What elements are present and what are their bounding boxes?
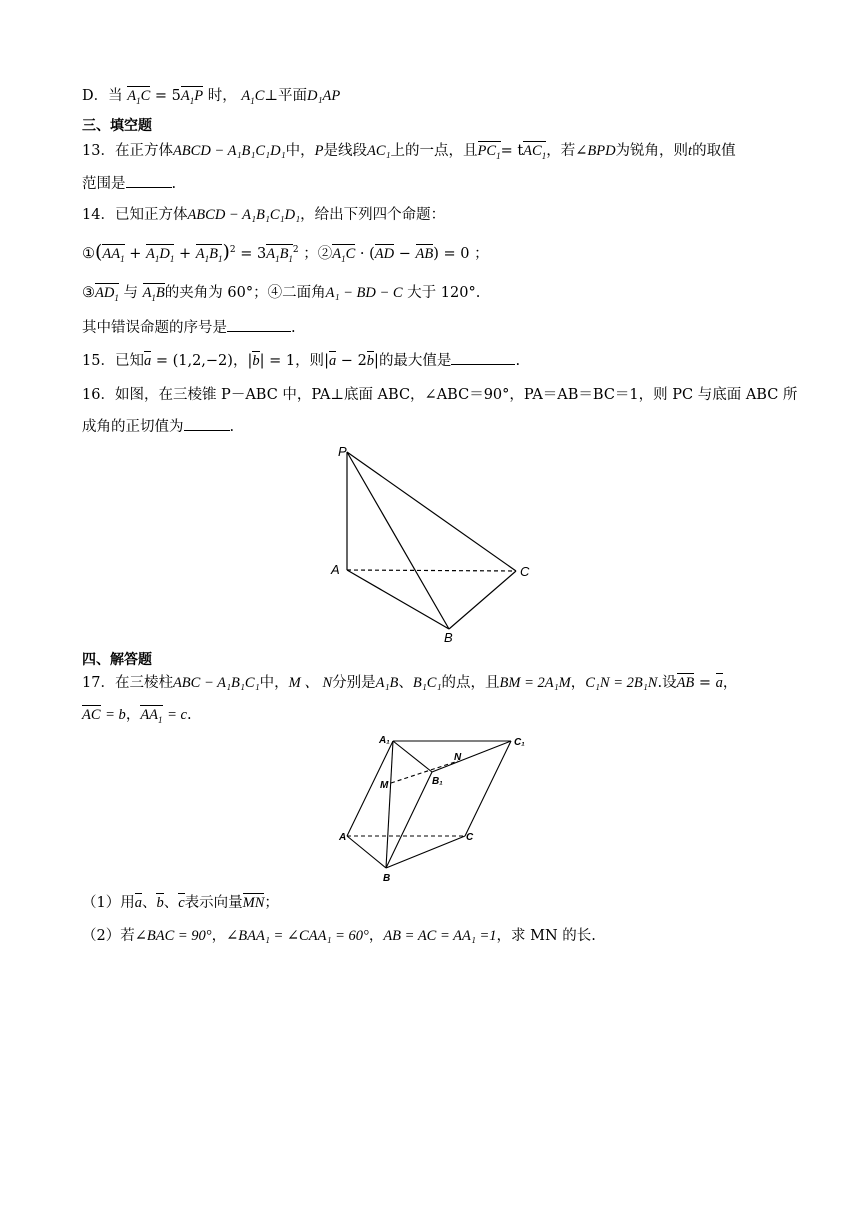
edge-bc: [386, 836, 465, 868]
question-15: 15．已知a = (1,2,−2)，|b| = 1，则|a − 2b|的最大值是 .: [82, 350, 520, 371]
answer-blank-14[interactable]: [227, 317, 291, 332]
section-title-solve: 四、解答题: [82, 652, 152, 668]
edge-ac-hidden: [347, 570, 516, 571]
question-16-line-1: 16．如图，在三棱锥 P－ABC 中，PA⊥底面 ABC，∠ABC＝90°，PA＝AB＝BC＝1，则 PC 与底面 ABC 所: [82, 387, 798, 403]
label-c: C: [466, 832, 474, 843]
edge-bb1: [386, 772, 432, 868]
answer-blank-13[interactable]: [126, 173, 172, 188]
answer-blank-15[interactable]: [451, 350, 515, 365]
question-14-line-2: $①(AA_1 + A_1D_1 + A_1B_1)^2 = 3A_1B_1^2$ ；$②A_1C \cdot (AD - AB) = 0$ ；: [82, 240, 489, 267]
label-c1: C₁: [514, 737, 525, 748]
question-17-part-2: （2）若∠BAC = 90°，∠BAA₁ = ∠CAA₁ = 60°，AB = AC = AA₁ =1，求 MN 的长.: [82, 928, 596, 944]
question-17-line-1: 17．在三棱柱ABC − A₁B₁C₁中，M 、 N分别是A₁B、B₁C₁的点，且BM = 2A₁M，C₁N = 2B₁N.设AB = a，: [82, 675, 738, 691]
label-p: P: [338, 444, 347, 459]
question-14-line-4: 其中错误命题的序号是 .: [82, 317, 296, 338]
question-13-line-2: 范围是 .: [82, 173, 176, 194]
question-14-line-1: 14．已知正方体ABCD − A₁B₁C₁D₁，给出下列四个命题：: [82, 207, 446, 223]
edge-pc: [347, 452, 516, 571]
label-b1: B₁: [432, 776, 443, 787]
question-13-line-1: 13．在正方体ABCD − A₁B₁C₁D₁中，P是线段AC₁上的一点，且$PC_1= tAC_1$，若∠BPD为锐角，则t的取值: [82, 141, 736, 164]
edge-cc1: [465, 741, 511, 836]
label-a: A: [331, 562, 340, 577]
question-14-line-3: $③AD_1$ 与 $A_1B$的夹角为 60°；④二面角A₁ − BD − C 大于 120°.: [82, 283, 480, 306]
label-b: B: [383, 873, 391, 884]
answer-blank-16[interactable]: [184, 416, 230, 431]
question-17-line-2: AC = b，$AA_1 = c$.: [82, 705, 192, 728]
segment-a1b: [386, 741, 393, 868]
label-c: C: [520, 564, 530, 579]
prism-figure: [335, 730, 535, 885]
segment-mn: [391, 761, 458, 783]
label-a1: A₁: [379, 735, 390, 746]
edge-a1b1: [393, 741, 432, 772]
option-d: D．当 $A_1C = 5A_1P$ 时， $A_1C\perp$平面D₁AP: [82, 86, 340, 111]
edge-b1c1: [432, 741, 511, 772]
label-n: N: [454, 752, 462, 763]
label-a: A: [339, 832, 347, 843]
edge-pb: [347, 452, 449, 629]
edge-ab: [347, 570, 449, 629]
edge-bc: [449, 571, 516, 629]
question-16-line-2: 成角的正切值为 .: [82, 416, 234, 437]
section-title-fill-in: 三、填空题: [82, 118, 152, 134]
question-17-part-1: （1）用a、b、c表示向量MN；: [82, 895, 279, 911]
pyramid-figure: [320, 440, 540, 645]
label-b: B: [444, 630, 453, 645]
edge-ab: [347, 836, 386, 868]
label-m: M: [380, 780, 389, 791]
